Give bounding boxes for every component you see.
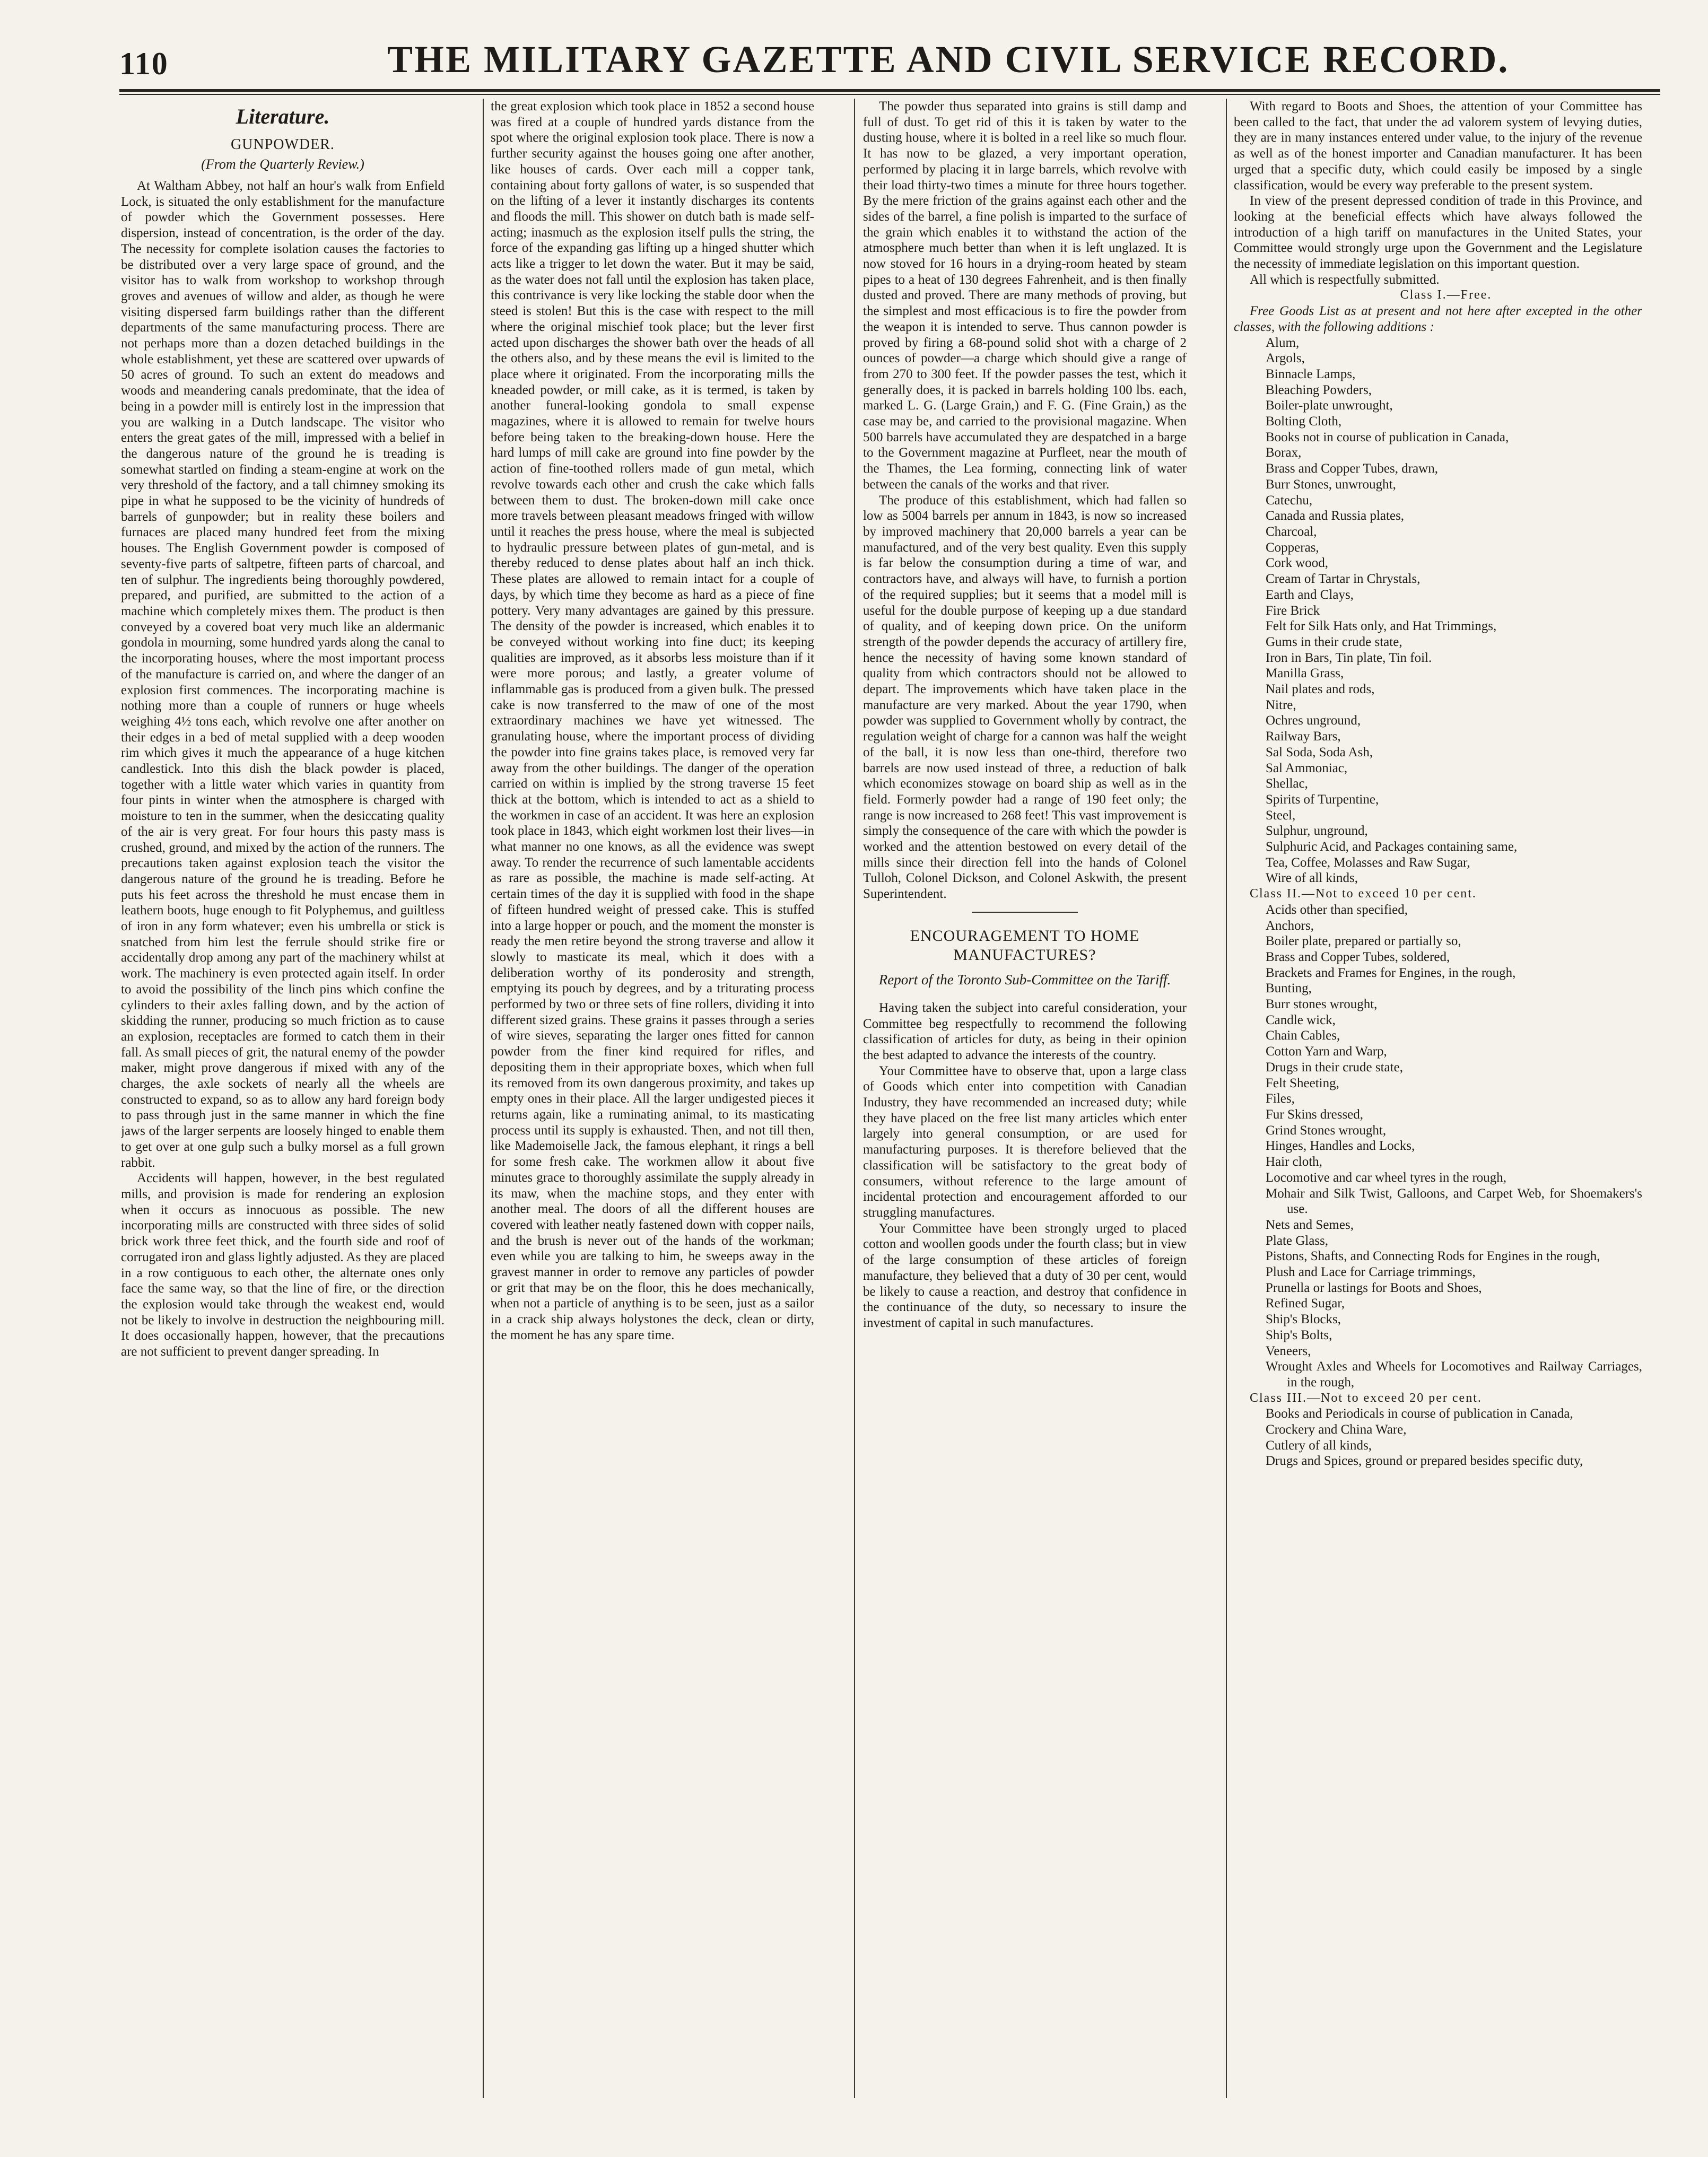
class-2-heading: Class II.—Not to exceed 10 per cent.: [1250, 887, 1477, 901]
tariff-item: Veneers,: [1266, 1343, 1311, 1358]
report-paragraph: With regard to Boots and Shoes, the attention of your Committee has been called to the fact, that under the ad valorem system of levying duties, they are in many instances entered under value, to the injury of the revenue as well as of the honest importer and Canadian manufacturer. It has been urged that a specific duty, which could easily be imposed by a single classification, would be every way preferable to the present system.: [1234, 99, 1642, 193]
tariff-item: Cutlery of all kinds,: [1266, 1438, 1372, 1453]
tariff-item: Mohair and Silk Twist, Galloons, and Carpet Web, for Shoemakers's use.: [1266, 1186, 1642, 1217]
article-paragraph: the great explosion which took place in 1852 a second house was fired at a couple of hundred yards distance from the spot where the original explosion took place. There is now a further security against the houses going one after another, like houses of cards. Over each mill a copper tank, containing about forty gallons of water, is so suspended that on the lifting of a lever it instantly discharges its contents and floods the mill. This shower on dutch bath is made self-acting; inasmuch as the explosion itself pulls the string, the force of the expanding gas lifting up a hinged shutter which acts like a trigger to let down the water. But it may be said, as the water does not fall until the explosion has taken place, this contrivance is very like locking the stable door when the steed is stolen! But this is the case with respect to the mill where the original mischief took place; but the lever first acted upon discharges the shower bath over the heads of all the others also, and by these means the evil is limited to the place where it originated. From the incorporating mills the kneaded powder, or mill cake, as it is termed, is taken by another funeral-looking gondola to small expense magazines, where it is allowed to remain for twelve hours before being taken to the breaking-down house. Here the hard lumps of mill cake are ground into fine powder by the action of fine-toothed rollers made of gun metal, which revolve towards each other and crush the cake which falls between them to dust. The broken-down mill cake once more travels between pleasant meadows fringed with willow until it reaches the press house, where the meal is subjected to hydraulic pressure between plates of gun-metal, and is thereby reduced to dense plates about half an inch thick. These plates are allowed to remain intact for a couple of days, by which time they become as hard as a piece of fine pottery. Very many advantages are gained by this pressure. The density of the powder is increased, which enables it to be conveyed without working into fine duct; its keeping qualities are improved, as it absorbs less moisture than if it were more porous; and lastly, a greater volume of inflammable gas is produced from a given bulk. The pressed cake is now transferred to the maw of one of the most extraordinary machines we have yet witnessed. The granulating house, where the important process of dividing the powder into fine grains takes place, is removed very far away from the other buildings. The danger of the operation carried on within is implied by the strong traverse 15 feet thick at the bottom, which is intended to act as a shield to the workmen in case of an accident. It was here an explosion took place in 1843, which eight workmen lost their lives—in what manner no one knows, as all the evidence was swept away. To render the recurrence of such lamentable accidents as rare as possible, the machine is made self-acting. At certain times of the day it is supplied with food in the shape of fifteen hundred weight of pressed cake. This is stuffed into a large hopper or pouch, and the moment the monster is ready the men retire beyond the strong traverse and allow it slowly to masticate its meal, which it does with a deliberation worthy of its ponderosity and strength, emptying its pouch by degrees, and by a triturating process performed by two or three sets of fine rollers, dividing it into different sized grains. These grains it passes through a series of wire sieves, separating the larger ones fitted for cannon powder from the finer kind required for rifles, and depositing them in their appropriate boxes, which when full its removed from its own dangerous proximity, and takes up empty ones in their place. All the larger undigested pieces it returns again, like a ruminating animal, to its masticating process until its supply is exhausted. Then, and not till then, like Mademoiselle Jack, the famous elephant, it rings a bell for some fresh cake. The workmen allow it about five minutes grace to thoroughly assimilate the supply already in its maw, when the machine stops, and they enter with another meal. The doors of all the different houses are covered with leather neatly fastened down with copper nails, and the brush is never out of the hands of the workman; even while you are talking to him, he sweeps away in the gravest manner in order to remove any particles of powder or grit that may be on the floor, this he does mechanically, when not a particle of anything is to be seen, just as a sailor in a crack ship always holystones the deck, clean or dirty, the moment he has any spare time.: [491, 99, 814, 1342]
article-title-encouragement: ENCOURAGEMENT TO HOME MANUFACTURES?: [910, 927, 1140, 964]
tariff-item: Acids other than specified,: [1266, 902, 1408, 917]
column-divider: [483, 99, 484, 2098]
tariff-item: Crockery and China Ware,: [1266, 1422, 1407, 1437]
column-2: [491, 99, 814, 2098]
section-divider: [972, 912, 1078, 913]
tariff-item: Nail plates and rods,: [1266, 682, 1375, 697]
tariff-item: Brass and Copper Tubes, drawn,: [1266, 461, 1438, 476]
article-title-gunpowder: GUNPOWDER.: [231, 136, 335, 153]
article-paragraph: The produce of this establishment, which had fallen so low as 5004 barrels per annum in 1843, is now so increased by improved machinery that 20,000 barrels a year can be manufactured, and of the very best quality. Even this supply is far below the consumption during a time of war, and contractors have, and always will have, to furnish a portion of the required supplies; but it seems that a model mill is useful for the double purpose of keeping up a due standard of quality, and of keeping down price. On the uniform strength of the powder depends the accuracy of artillery fire, hence the necessity of having some known standard of quality from which contractors should not be allowed to depart. The improvements which have taken place in the manufacture are very marked. About the year 1790, when powder was supplied to Government wholly by contract, the regulation weight of charge for a cannon was half the weight of the ball, it is now less than one-third, therefore two barrels are now used instead of three, a reduction of balk which economizes stowage on board ship as well as in the field. Formerly powder had a range of 190 feet only; the range is now increased to 268 feet! This vast improvement is simply the consequence of the care with which the powder is worked and the attention bestowed on every detail of the mills since their direction fell into the hands of Colonel Tulloh, Colonel Dickson, and Colonel Askwith, the present Superintendent.: [863, 493, 1187, 902]
tariff-item: Argols,: [1266, 351, 1305, 366]
tariff-item: Railway Bars,: [1266, 729, 1341, 744]
tariff-item: Hinges, Handles and Locks,: [1266, 1139, 1415, 1154]
column-divider: [1226, 99, 1227, 2098]
class-1-list: [1234, 335, 1642, 887]
section-title-literature: Literature.: [236, 104, 330, 128]
article-paragraph: Accidents will happen, however, in the best regulated mills, and provision is made for rendering an explosion when it occurs as innocuous as possible. The new incorporating mills are constructed with three sides of solid brick work three feet thick, and the fourth side and roof of corrugated iron and glass lightly adjusted. As they are placed in a row contiguous to each other, the alternate ones only face the same way, so that the line of fire, or the direction the explosion would take through the weakest end, would not be likely to involve in destruction the neighbouring mill. It does occasionally happen, however, that the precautions are not sufficient to prevent danger spreading. In: [121, 1171, 445, 1359]
tariff-item: Bunting,: [1266, 981, 1312, 996]
tariff-item: Cork wood,: [1266, 556, 1329, 571]
tariff-item: Manilla Grass,: [1266, 666, 1344, 681]
class-1-intro: Free Goods List as at present and not here after excepted in the other classes, with the following additions :: [1234, 304, 1642, 334]
tariff-item: Charcoal,: [1266, 524, 1317, 539]
report-paragraph: All which is respectfully submitted.: [1250, 272, 1440, 287]
class-1-heading: Class I.—Free.: [1400, 288, 1492, 302]
tariff-item: Candle wick,: [1266, 1012, 1336, 1027]
article-paragraph: The powder thus separated into grains is still damp and full of dust. To get rid of this it is taken by water to the dusting house, where it is bolted in a reel like so much flour. It has now to be glazed, a very important operation, performed by placing it in large barrels, which revolve with their load thirty-two times a minute for three hours together. By the mere friction of the grains against each other and the sides of the barrel, a fine polish is imparted to the surface of the grain which enables it to withstand the action of the atmosphere much better than when it is left unglazed. It is now stoved for 16 hours in a drying-room heated by steam pipes to a heat of 130 degrees Fahrenheit, and is then finally dusted and proved. There are many methods of proving, but the simplest and most efficacious is to fire the powder from the weapon it is intended to serve. Thus cannon powder is proved by firing a 68-pound solid shot with a charge of 2 ounces of powder—a charge which should give a range of from 270 to 300 feet. If the powder passes the test, which it generally does, it is packed in barrels holding 100 lbs. each, marked L. G. (Large Grain,) and F. G. (Fine Grain,) as the case may be, and carried to the provisional magazine. When 500 barrels have accumulated they are despatched in a barge to the Government magazine at Purfleet, near the mouth of the Thames, the Lea forming, connecting link of water between the canals of the works and that river.: [863, 99, 1187, 492]
tariff-item: Boiler-plate unwrought,: [1266, 398, 1393, 413]
report-paragraph: In view of the present depressed condition of trade in this Province, and looking at the beneficial effects which have always followed the introduction of a high tariff on manufactures in the United States, your Committee would strongly urge upon the Government and the Legislature the necessity of immediate legislation on this important question.: [1234, 194, 1642, 272]
masthead-title: THE MILITARY GAZETTE AND CIVIL SERVICE RECORD.: [387, 38, 1510, 81]
column-3: [863, 99, 1187, 2098]
article-paragraph: At Waltham Abbey, not half an hour's walk from Enfield Lock, is situated the only establishment for the manufacture of powder which the Government possesses. Here dispersion, instead of concentration, is the order of the day. The necessity for complete isolation causes the factories to be distributed over a very large space of ground, and the visitor has to walk from workshop to workshop through groves and avenues of willow and alder, as though he were visiting dispersed farm buildings rather than the different departments of the same manufacturing process. There are not perhaps more than a dozen detached buildings in the whole establishment, yet these are scattered over upwards of 50 acres of ground. To such an extent do meadows and woods and meandering canals predominate, that the idea of being in a powder mill is entirely lost in the impression that you are walking in a Dutch landscape. The visitor who enters the great gates of the mill, impressed with a belief in the dangerous nature of the ground he is treading is somewhat startled on finding a steam-engine at work on the very threshold of the factory, and a tall chimney smoking its pipe in what he supposed to be the vicinity of hundreds of barrels of gunpowder; but in reality these boilers and furnaces are placed many hundred feet from the mixing houses. The English Government powder is composed of seventy-five parts of saltpetre, fifteen parts of charcoal, and ten of sulphur. The ingredients being thoroughly powdered, prepared, and purified, are submitted to the action of a machine which completely mixes them. The product is then conveyed by a covered boat very much like an aldermanic gondola in mourning, some hundred yards along the canal to the incorporating houses, where the most important process of the manufacture is carried on, and where the danger of an explosion first commences. The incorporating machine is nothing more than a couple of runners or huge wheels weighing 4½ tons each, which revolve one after another on their edges in a bed of metal supplied with a deep wooden rim which gives it much the appearance of a huge kitchen candlestick. Into this dish the black powder is placed, together with a little water which varies in quantity from four pints in winter when the atmosphere is charged with moisture to ten in the summer, when the desiccating quality of the air is very great. For four hours this pasty mass is crushed, ground, and mixed by the action of the runners. The precautions taken against explosion teach the visitor the dangerous nature of the ground he is treading. Before he puts his feet across the threshold he must encase them in leathern boots, huge enough to fit Polyphemus, and guiltless of iron in any form whatever; even his umbrella or stick is snatched from him lest the ferrule should strike fire or accidentally drop among any part of the machinery whilst at work. The machinery is even protected again itself. In order to avoid the possibility of the linch pins which confine the cylinders to their axles falling down, and by the action of skidding the runner, producing so much friction as to cause an explosion, receptacles are formed to catch them in their fall. As small pieces of grit, the natural enemy of the powder maker, might prove dangerous if mixed with any of the charges, the axle sockets of nearly all the wheels are constructed to expand, so as to allow any hard foreign body to pass through just in the same manner in which the fine jaws of the larger serpents are loosely hinged to enable them to get over at one gulp such a bulky morsel as a full grown rabbit.: [121, 179, 445, 1170]
tariff-item: Hair cloth,: [1266, 1155, 1322, 1169]
tariff-item: Bolting Cloth,: [1266, 414, 1342, 429]
tariff-item: Sal Ammoniac,: [1266, 761, 1348, 775]
tariff-item: Bleaching Powders,: [1266, 382, 1372, 397]
tariff-item: Grind Stones wrought,: [1266, 1123, 1387, 1138]
class-3-heading: Class III.—Not to exceed 20 per cent.: [1250, 1391, 1482, 1405]
column-4: [1234, 99, 1642, 2098]
article-source: (From the Quarterly Review.): [201, 156, 364, 172]
tariff-item: Felt Sheeting,: [1266, 1076, 1339, 1090]
column-1: [121, 99, 445, 2098]
tariff-item: Wrought Axles and Wheels for Locomotives and Railway Carriages, in the rough,: [1266, 1359, 1642, 1390]
tariff-item: Earth and Clays,: [1266, 587, 1354, 602]
tariff-item: Felt for Silk Hats only, and Hat Trimmings,: [1266, 619, 1497, 634]
tariff-item: Catechu,: [1266, 493, 1313, 508]
article-subtitle: Report of the Toronto Sub-Committee on the Tariff.: [878, 971, 1171, 988]
tariff-item: Tea, Coffee, Molasses and Raw Sugar,: [1266, 855, 1470, 870]
tariff-item: Plush and Lace for Carriage trimmings,: [1266, 1265, 1476, 1280]
tariff-item: Ship's Blocks,: [1266, 1312, 1341, 1327]
tariff-item: Drugs and Spices, ground or prepared besides specific duty,: [1266, 1454, 1583, 1469]
column-divider: [854, 99, 855, 2098]
tariff-item: Files,: [1266, 1091, 1295, 1106]
tariff-item: Locomotive and car wheel tyres in the rough,: [1266, 1170, 1507, 1185]
tariff-item: Steel,: [1266, 808, 1296, 823]
tariff-item: Sulphuric Acid, and Packages containing same,: [1266, 840, 1518, 854]
tariff-item: Cotton Yarn and Warp,: [1266, 1044, 1387, 1059]
masthead-rule-thin: [119, 94, 1660, 95]
class-3-list: [1234, 1406, 1642, 1469]
tariff-item: Brackets and Frames for Engines, in the rough,: [1266, 965, 1516, 980]
tariff-item: Chain Cables,: [1266, 1028, 1340, 1043]
tariff-item: Iron in Bars, Tin plate, Tin foil.: [1266, 650, 1432, 665]
tariff-item: Nets and Semes,: [1266, 1217, 1354, 1232]
tariff-item: Binnacle Lamps,: [1266, 366, 1356, 381]
tariff-item: Plate Glass,: [1266, 1233, 1329, 1248]
report-paragraph: Your Committee have to observe that, upon a large class of Goods which enter into competition with Canadian Industry, they have recommended an increased duty; while they have placed on the free list many articles which enter largely into general consumption, or are used for manufacturing purposes. It is therefore believed that the classification will be satisfactory to the great body of consumers, without reference to the large amount of incidental protection and encouragement afforded to our struggling manufactures.: [863, 1063, 1187, 1220]
tariff-item: Brass and Copper Tubes, soldered,: [1266, 949, 1450, 964]
tariff-item: Books and Periodicals in course of publication in Canada,: [1266, 1407, 1573, 1421]
class-2-list: [1234, 902, 1642, 1391]
tariff-item: Wire of all kinds,: [1266, 871, 1358, 886]
tariff-item: Prunella or lastings for Boots and Shoes,: [1266, 1280, 1482, 1295]
tariff-item: Sulphur, unground,: [1266, 824, 1368, 839]
tariff-item: Books not in course of publication in Canada,: [1266, 430, 1509, 444]
tariff-item: Borax,: [1266, 446, 1302, 460]
tariff-item: Burr Stones, unwrought,: [1266, 477, 1396, 492]
tariff-item: Fire Brick: [1266, 603, 1320, 618]
tariff-item: Sal Soda, Soda Ash,: [1266, 745, 1373, 759]
page-number: 110: [119, 46, 169, 81]
tariff-item: Alum,: [1266, 335, 1300, 350]
tariff-item: Cream of Tartar in Chrystals,: [1266, 572, 1421, 587]
tariff-item: Boiler plate, prepared or partially so,: [1266, 934, 1461, 949]
tariff-item: Ship's Bolts,: [1266, 1328, 1332, 1342]
masthead-rule-thick: [119, 89, 1660, 92]
report-paragraph: Having taken the subject into careful consideration, your Committee beg respectfully to recommend the following classification of articles for duty, as being in their opinion the best adapted to advance the interests of the country.: [863, 1000, 1187, 1062]
tariff-item: Ochres unground,: [1266, 713, 1361, 728]
tariff-item: Gums in their crude state,: [1266, 634, 1402, 649]
tariff-item: Spirits of Turpentine,: [1266, 792, 1379, 807]
tariff-item: Refined Sugar,: [1266, 1296, 1345, 1311]
tariff-item: Anchors,: [1266, 918, 1314, 933]
tariff-item: Nitre,: [1266, 697, 1296, 712]
tariff-item: Shellac,: [1266, 776, 1308, 791]
tariff-item: Pistons, Shafts, and Connecting Rods for Engines in the rough,: [1266, 1249, 1600, 1264]
tariff-item: Canada and Russia plates,: [1266, 509, 1405, 523]
tariff-item: Drugs in their crude state,: [1266, 1060, 1403, 1075]
tariff-item: Fur Skins dressed,: [1266, 1107, 1364, 1122]
tariff-item: Burr stones wrought,: [1266, 997, 1378, 1012]
tariff-item: Copperas,: [1266, 540, 1319, 555]
report-paragraph: Your Committee have been strongly urged to placed cotton and woollen goods under the fourth class; but in view of the large consumption of these articles of foreign manufacture, they believed that a duty of 30 per cent, would be likely to cause a reaction, and destroy that confidence in the continuance of the duty, so necessary to insure the investment of capital in such manufactures.: [863, 1221, 1187, 1330]
